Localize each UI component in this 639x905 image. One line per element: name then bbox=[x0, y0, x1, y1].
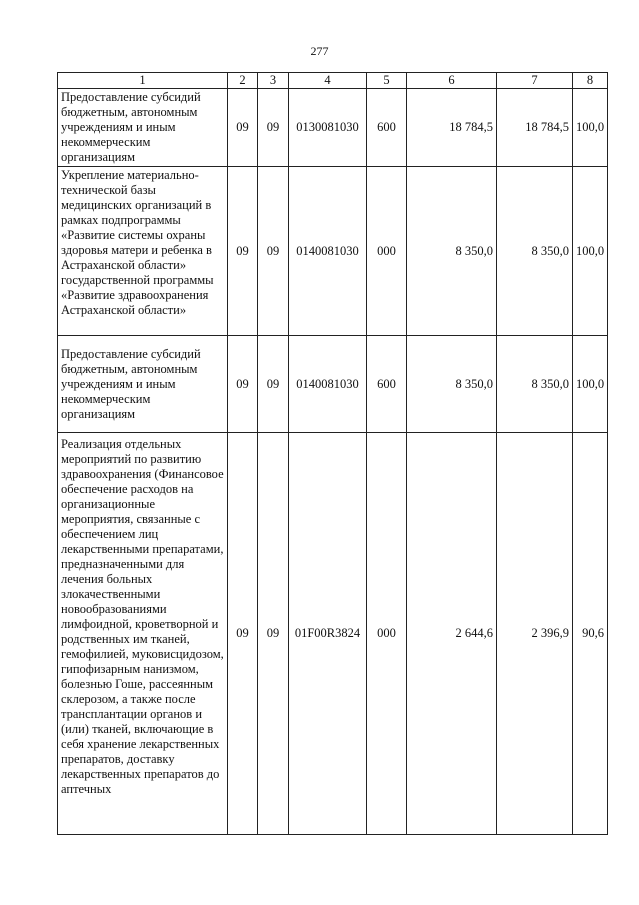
target-article-code: 01F00R3824 bbox=[289, 433, 367, 835]
column-header: 5 bbox=[367, 73, 407, 89]
target-article-code: 0140081030 bbox=[289, 167, 367, 336]
row-description: Укрепление материально-технической базы медицинских организаций в рамках подпрограммы «Развитие системы охраны здоровья матери и ребенка в Астраханской области» государственной программы «Развитие здравоохранения Астраханской области» bbox=[58, 167, 228, 336]
section-code: 09 bbox=[228, 89, 258, 167]
executed-amount: 18 784,5 bbox=[497, 89, 573, 167]
subsection-code: 09 bbox=[258, 336, 289, 433]
column-header: 6 bbox=[407, 73, 497, 89]
table-row bbox=[58, 336, 608, 433]
execution-percent: 100,0 bbox=[573, 89, 608, 167]
budget-table bbox=[57, 72, 608, 835]
table-row bbox=[58, 89, 608, 167]
execution-percent: 100,0 bbox=[573, 336, 608, 433]
expense-type-code: 600 bbox=[367, 89, 407, 167]
target-article-code: 0130081030 bbox=[289, 89, 367, 167]
execution-percent: 90,6 bbox=[573, 433, 608, 835]
executed-amount: 8 350,0 bbox=[497, 336, 573, 433]
execution-percent: 100,0 bbox=[573, 167, 608, 336]
column-header: 2 bbox=[228, 73, 258, 89]
expense-type-code: 000 bbox=[367, 433, 407, 835]
table-header-row bbox=[58, 73, 608, 89]
target-article-code: 0140081030 bbox=[289, 336, 367, 433]
subsection-code: 09 bbox=[258, 89, 289, 167]
section-code: 09 bbox=[228, 167, 258, 336]
section-code: 09 bbox=[228, 336, 258, 433]
table-row bbox=[58, 167, 608, 336]
column-header: 8 bbox=[573, 73, 608, 89]
planned-amount: 8 350,0 bbox=[407, 167, 497, 336]
subsection-code: 09 bbox=[258, 433, 289, 835]
executed-amount: 8 350,0 bbox=[497, 167, 573, 336]
planned-amount: 18 784,5 bbox=[407, 89, 497, 167]
column-header: 3 bbox=[258, 73, 289, 89]
expense-type-code: 000 bbox=[367, 167, 407, 336]
subsection-code: 09 bbox=[258, 167, 289, 336]
planned-amount: 2 644,6 bbox=[407, 433, 497, 835]
page-number: 277 bbox=[310, 44, 329, 58]
executed-amount: 2 396,9 bbox=[497, 433, 573, 835]
column-header: 7 bbox=[497, 73, 573, 89]
planned-amount: 8 350,0 bbox=[407, 336, 497, 433]
section-code: 09 bbox=[228, 433, 258, 835]
column-header: 1 bbox=[58, 73, 228, 89]
table-row bbox=[58, 433, 608, 835]
row-description: Предоставление субсидий бюджетным, автономным учреждениям и иным некоммерческим организациям bbox=[58, 336, 228, 433]
row-description: Предоставление субсидий бюджетным, автономным учреждениям и иным некоммерческим организациям bbox=[58, 89, 228, 167]
expense-type-code: 600 bbox=[367, 336, 407, 433]
row-description: Реализация отдельных мероприятий по развитию здравоохранения (Финансовое обеспечение расходов на организационные мероприятия, связанные с обеспечением лиц лекарственными препаратами, предназначенными для лечения больных злокачественными новообразованиями лимфоидной, кроветворной и родственных им тканей, гемофилией, муковисцидозом, гипофизарным нанизмом, болезнью Гоше, рассеянным склерозом, а также после трансплантации органов и (или) тканей, включающие в себя хранение лекарственных препаратов, доставку лекарственных препаратов до аптечных bbox=[58, 433, 228, 835]
column-header: 4 bbox=[289, 73, 367, 89]
